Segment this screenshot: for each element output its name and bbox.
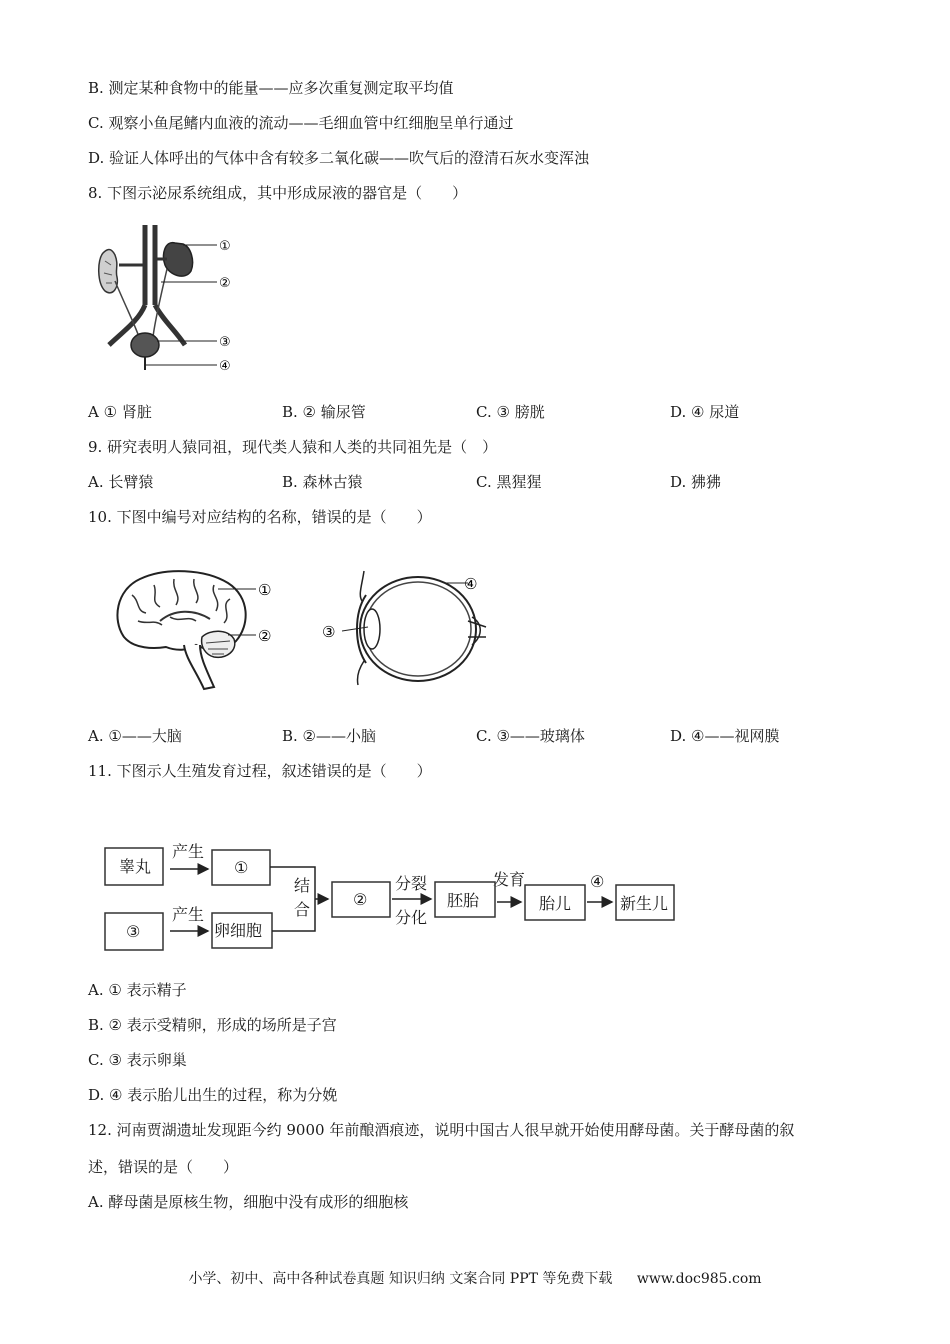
box1-label: ①	[234, 858, 249, 877]
divide-label: 分裂	[395, 874, 428, 893]
q10-label-3: ③	[322, 623, 336, 641]
produce-label-1: 产生	[172, 842, 205, 861]
q10-label-1: ①	[258, 581, 272, 599]
q10-label-2: ②	[258, 627, 272, 645]
testis-label: 睾丸	[119, 857, 152, 876]
q9-option-c: C. 黑猩猩	[476, 473, 542, 491]
develop-label: 发育	[493, 870, 526, 889]
eye-figure	[318, 565, 488, 690]
q8-stem: 8. 下图示泌尿系统组成，其中形成尿液的器官是（ ）	[88, 184, 468, 202]
urinary-system-figure	[95, 225, 245, 375]
brain-figure	[110, 565, 290, 695]
q8-label-2: ②	[219, 276, 231, 291]
q11-stem: 11. 下图示人生殖发育过程，叙述错误的是（ ）	[88, 762, 432, 780]
step4-label: ④	[590, 872, 605, 891]
q10-stem: 10. 下图中编号对应结构的名称，错误的是（ ）	[88, 508, 432, 526]
q12-stem-line1: 12. 河南贾湖遗址发现距今约 9000 年前酿酒痕迹，说明中国古人很早就开始使用酵母菌。关于酵母菌的叙	[88, 1121, 795, 1139]
q8-label-1: ①	[219, 239, 231, 254]
q10-label-4: ④	[464, 575, 478, 593]
q11-option-a: A. ① 表示精子	[88, 981, 187, 999]
newborn-label: 新生儿	[620, 894, 669, 913]
q8-option-d: D. ④ 尿道	[670, 403, 740, 421]
q10-option-d: D. ④——视网膜	[670, 727, 780, 745]
footer-link[interactable]: www.doc985.com	[636, 1271, 762, 1287]
q10-option-b: B. ②——小脑	[282, 727, 377, 745]
q9-stem: 9. 研究表明人猿同祖，现代类人猿和人类的共同祖先是（ ）	[88, 438, 498, 456]
q9-option-b: B. 森林古猿	[282, 473, 363, 491]
q10-option-a: A. ①——大脑	[88, 727, 182, 745]
egg-cell-label: 卵细胞	[214, 921, 263, 940]
q12-stem-line2: 述，错误的是（ ）	[88, 1158, 239, 1176]
footer-text: 小学、初中、高中各种试卷真题 知识归纳 文案合同 PPT 等免费下载	[188, 1271, 613, 1287]
page-footer	[0, 1268, 950, 1288]
q7-option-b: B. 测定某种食物中的能量——应多次重复测定取平均值	[88, 79, 454, 97]
embryo-label: 胚胎	[447, 891, 480, 910]
q11-option-c: C. ③ 表示卵巢	[88, 1051, 187, 1069]
differentiate-label: 分化	[395, 908, 428, 927]
reproduction-flow-diagram	[100, 835, 680, 955]
q11-option-d: D. ④ 表示胎儿出生的过程，称为分娩	[88, 1086, 338, 1104]
q7-option-d: D. 验证人体呼出的气体中含有较多二氧化碳——吹气后的澄清石灰水变浑浊	[88, 149, 590, 167]
q9-option-a: A. 长臂猿	[88, 473, 154, 491]
q7-option-c: C. 观察小鱼尾鳍内血液的流动——毛细血管中红细胞呈单行通过	[88, 114, 514, 132]
box2-label: ②	[353, 890, 368, 909]
q8-option-c: C. ③ 膀胱	[476, 403, 545, 421]
combine-label-2: 合	[294, 900, 311, 919]
q8-option-a: A ① 肾脏	[88, 403, 152, 421]
q8-label-3: ③	[219, 335, 231, 350]
q8-label-4: ④	[219, 359, 231, 374]
q8-option-b: B. ② 输尿管	[282, 403, 366, 421]
produce-label-2: 产生	[172, 905, 205, 924]
fetus-label: 胎儿	[539, 894, 572, 913]
combine-label-1: 结	[294, 876, 311, 895]
q12-option-a: A. 酵母菌是原核生物，细胞中没有成形的细胞核	[88, 1193, 409, 1211]
box3-label: ③	[126, 922, 141, 941]
q9-option-d: D. 狒狒	[670, 473, 722, 491]
q10-option-c: C. ③——玻璃体	[476, 727, 585, 745]
q11-option-b: B. ② 表示受精卵，形成的场所是子宫	[88, 1016, 337, 1034]
